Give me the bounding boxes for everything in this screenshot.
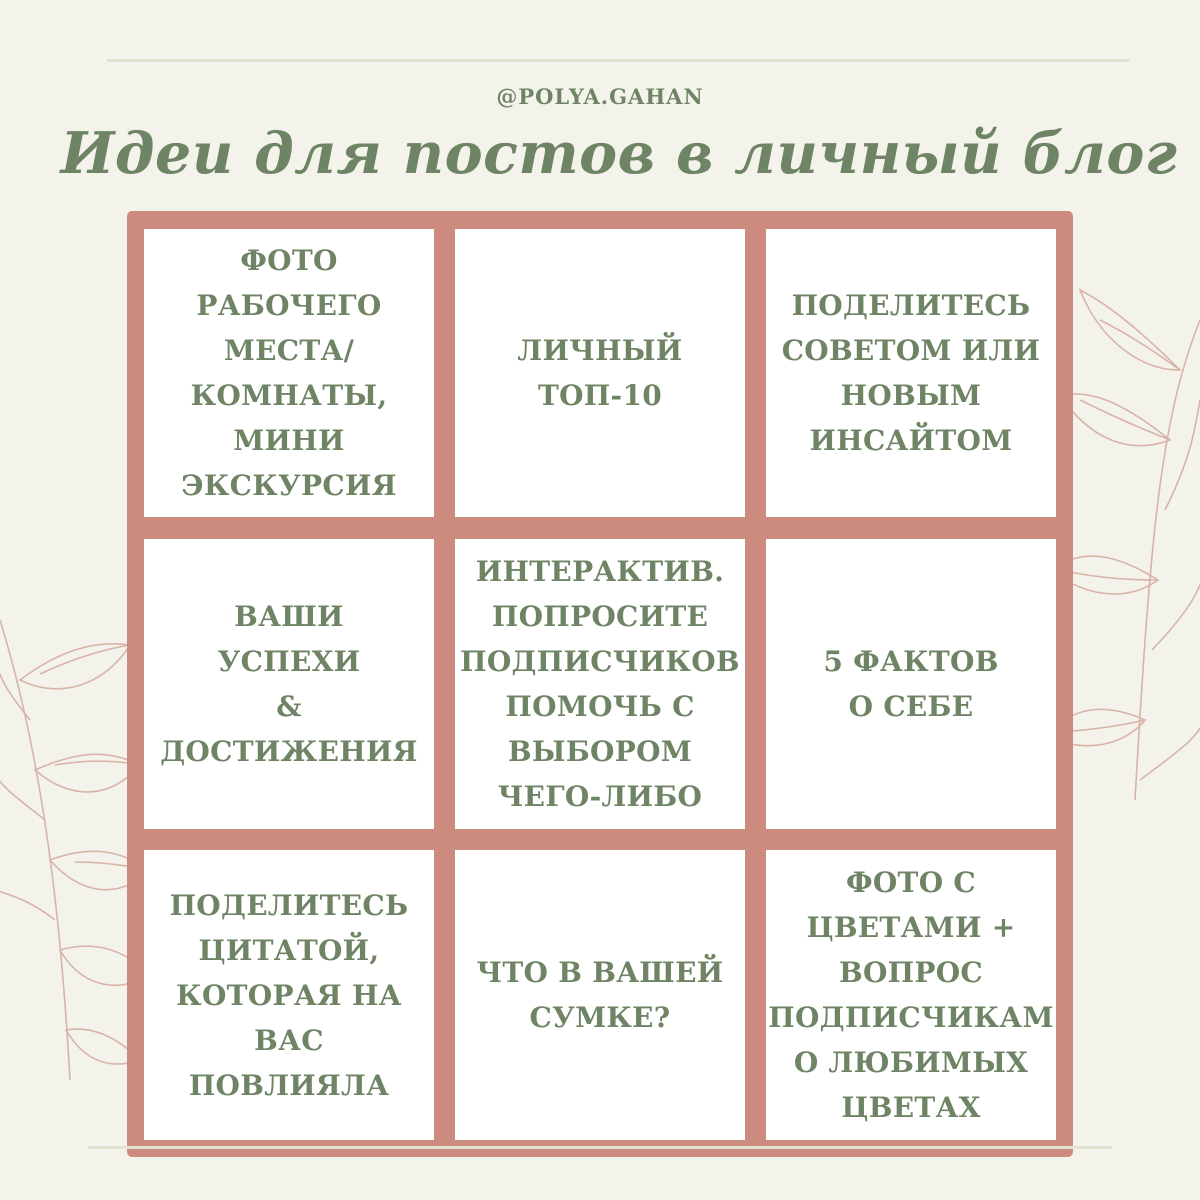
idea-card-bag — [455, 850, 745, 1140]
top-divider — [107, 59, 1130, 62]
idea-card-interactive — [455, 539, 745, 829]
idea-card-text: ИНТЕРАКТИВ. ПОПРОСИТЕ ПОДПИСЧИКОВ ПОМОЧЬ С ВЫБОРОМ ЧЕГО-ЛИБО — [460, 555, 740, 813]
idea-card-text: ВАШИ УСПЕХИ & ДОСТИЖЕНИЯ — [160, 600, 418, 768]
idea-card-text: ФОТО РАБОЧЕГО МЕСТА/ КОМНАТЫ, МИНИ ЭКСКУРСИЯ — [181, 244, 397, 502]
idea-card-text: ФОТО С ЦВЕТАМИ + ВОПРОС ПОДПИСЧИКАМ О ЛЮБИМЫХ ЦВЕТАХ — [768, 866, 1054, 1124]
idea-card-flowers — [766, 850, 1056, 1140]
idea-card-text: ПОДЕЛИТЕСЬ СОВЕТОМ ИЛИ НОВЫМ ИНСАЙТОМ — [781, 289, 1041, 457]
idea-card-5-facts — [766, 539, 1056, 829]
bottom-divider — [88, 1146, 1112, 1149]
idea-card-text: ЛИЧНЫЙ ТОП-10 — [517, 334, 683, 412]
idea-card-text: ПОДЕЛИТЕСЬ ЦИТАТОЙ, КОТОРАЯ НА ВАС ПОВЛИЯЛА — [169, 888, 409, 1102]
ideas-grid — [127, 211, 1073, 1157]
author-handle: @POLYA.GAHAN — [496, 84, 704, 109]
idea-card-text: ЧТО В ВАШЕЙ СУМКЕ? — [476, 956, 724, 1034]
idea-card-advice — [766, 229, 1056, 517]
idea-card-quote — [144, 850, 434, 1140]
idea-card-achievements — [144, 539, 434, 829]
idea-card-text: 5 ФАКТОВ О СЕБЕ — [823, 645, 999, 723]
idea-card-workspace — [144, 229, 434, 517]
idea-card-top-10 — [455, 229, 745, 517]
page-title: Идеи для постов в личный блог — [60, 120, 1178, 187]
